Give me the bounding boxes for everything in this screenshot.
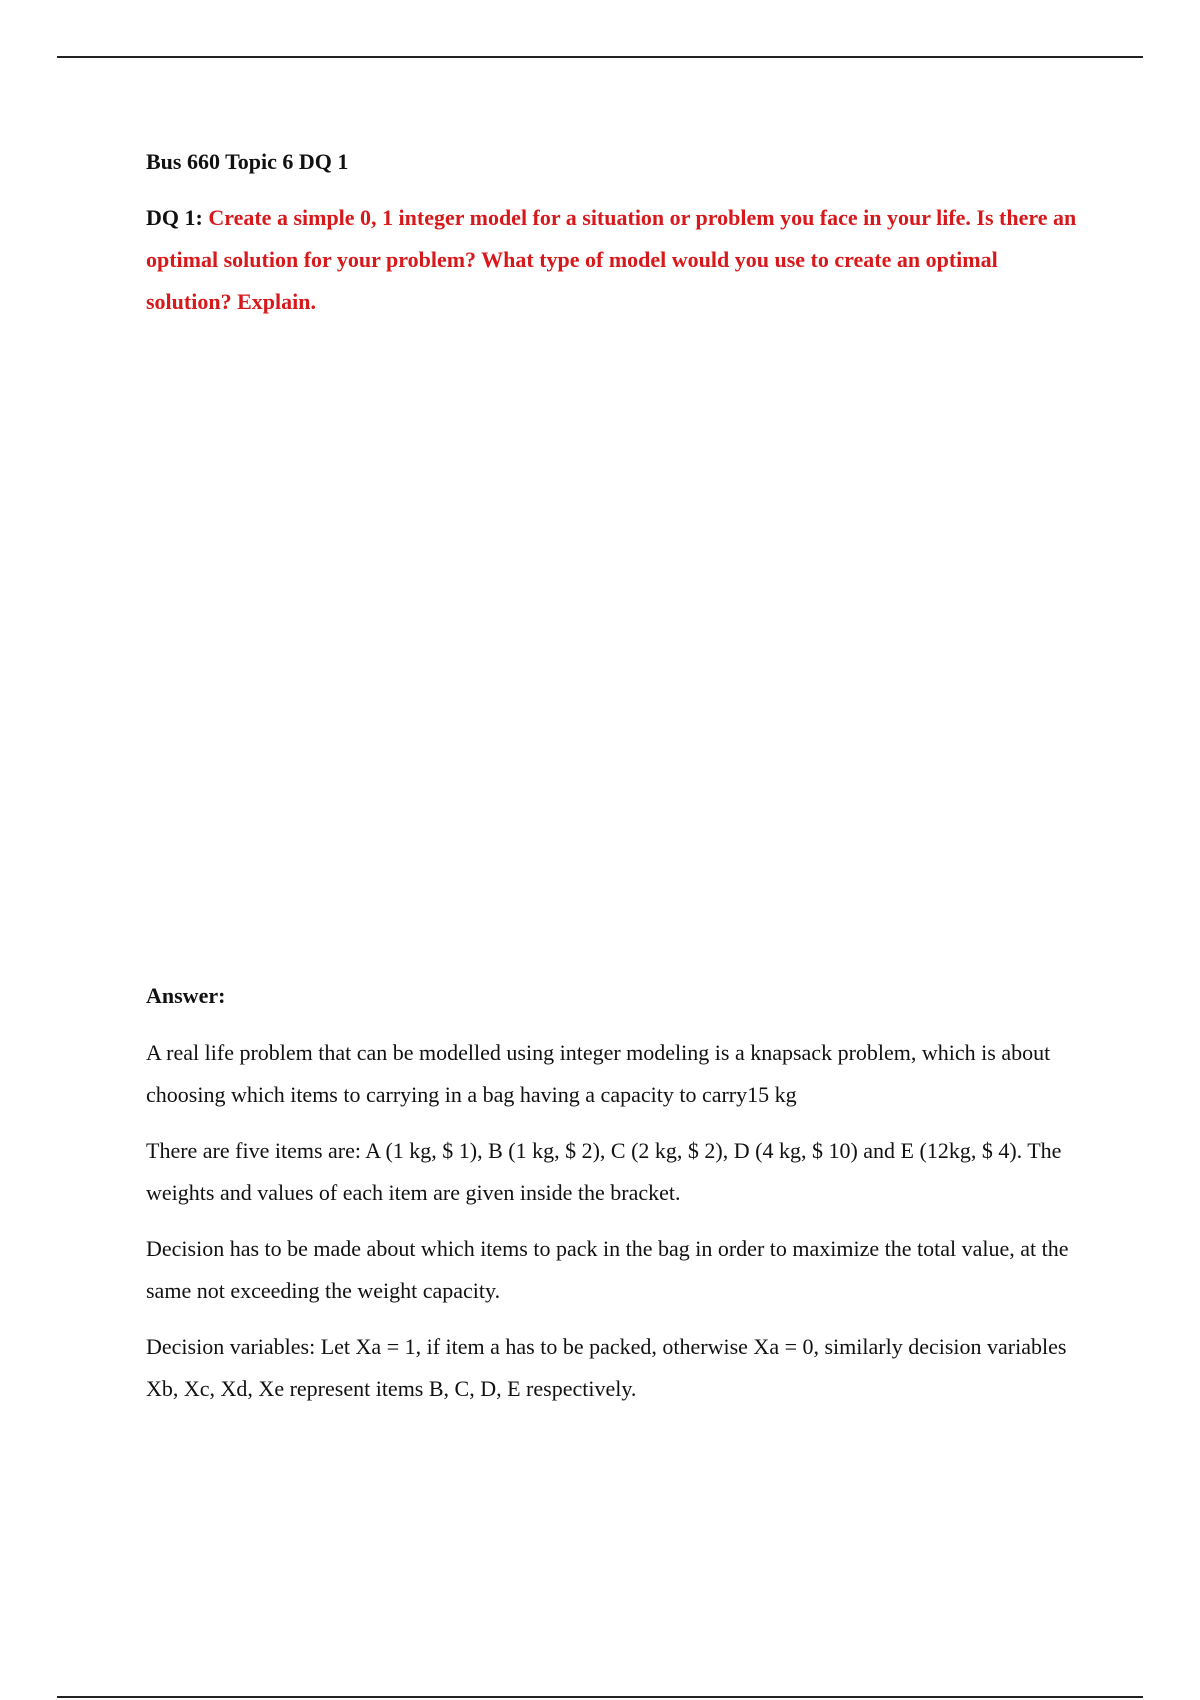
answer-paragraph-decision: Decision has to be made about which items to pack in the bag in order to maximize the total value, at the same not exceeding the weight capacity. [146, 1236, 1069, 1303]
document-title: Bus 660 Topic 6 DQ 1 [146, 149, 349, 174]
question-label: DQ 1: [146, 205, 203, 230]
discussion-question [146, 197, 1086, 323]
answer-paragraph-problem: A real life problem that can be modelled using integer modeling is a knapsack problem, which is about choosing which items to carrying in a bag having a capacity to carry15 kg [146, 1040, 1051, 1107]
answer-heading: Answer: [146, 983, 226, 1008]
question-section [146, 130, 1086, 323]
page-top-rule [57, 56, 1143, 58]
answer-paragraph-variables: Decision variables: Let Xa = 1, if item a has to be packed, otherwise Xa = 0, similarly decision variables Xb, Xc, Xd, Xe represent items B, C, D, E respectively. [146, 1334, 1067, 1401]
page-bottom-rule [57, 1696, 1143, 1698]
answer-paragraph-items: There are five items are: A (1 kg, $ 1), B (1 kg, $ 2), C (2 kg, $ 2), D (4 kg, $ 10) and E (12kg, $ 4). The weights and values of each item are given inside the bracket. [146, 1138, 1062, 1205]
answer-body [146, 1032, 1086, 1424]
question-text: Create a simple 0, 1 integer model for a situation or problem you face in your life. Is there an optimal solution for your problem? What type of model would you use to create an optimal solution? Explain. [146, 205, 1077, 314]
